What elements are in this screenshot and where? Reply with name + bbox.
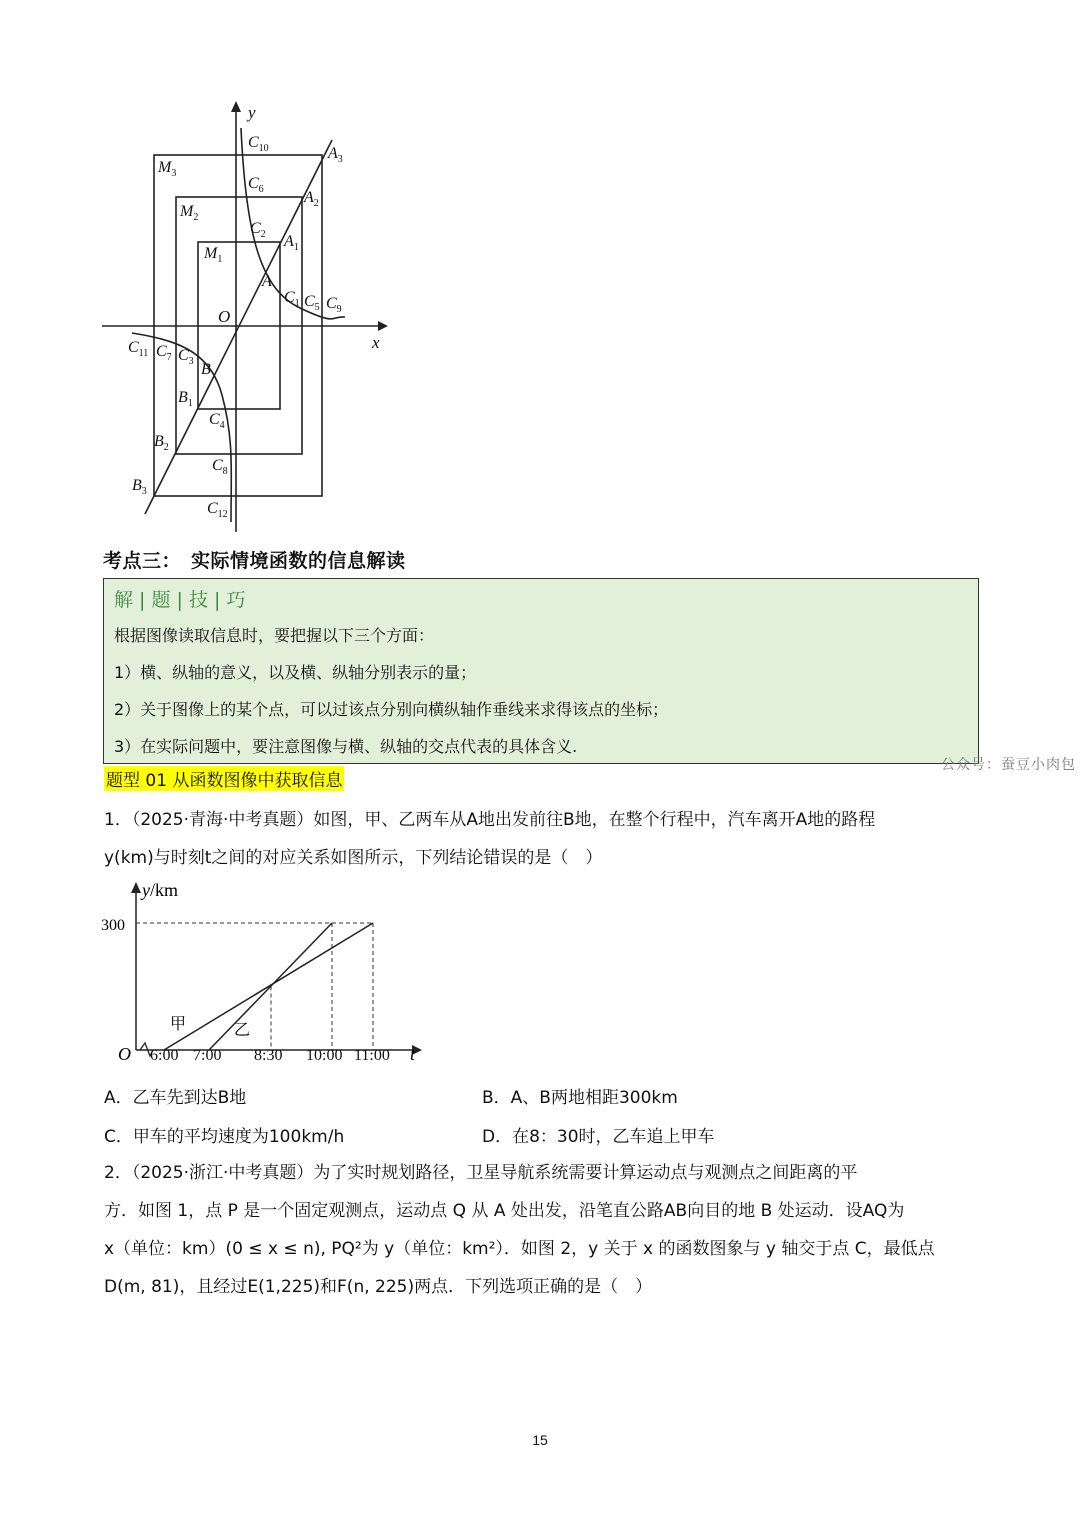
x-tick-4: 10:00 [306, 1047, 343, 1064]
y-axis-arrow [231, 101, 241, 112]
chart-y-label: y/km [142, 880, 179, 900]
x-tick-3: 8:30 [254, 1047, 283, 1064]
origin-label: O [218, 307, 231, 326]
q2-stem-line-3: x（单位：km）(0 ≤ x ≤ n), PQ²为 y（单位：km²）．如图 2，y 关于 x 的函数图象与 y 轴交于点 C，最低点 [104, 1239, 935, 1259]
x-tick-1: 6:00 [150, 1047, 179, 1064]
label-a: A [262, 273, 272, 290]
label-a3: $A_3$ [328, 145, 343, 165]
series-label-jia: 甲 [170, 1016, 187, 1033]
tips-title: 解 | 题 | 技 | 巧 [114, 589, 246, 611]
label-b3: $B_3$ [132, 477, 147, 497]
question-type-label: 题型 01 从函数图像中获取信息 [104, 766, 344, 791]
label-m1: $M_1$ [204, 245, 223, 265]
label-c12: $C_{12}$ [207, 500, 228, 520]
label-c5: $C_5$ [304, 293, 320, 313]
q1-option-c: C．甲车的平均速度为100km/h [104, 1127, 345, 1147]
watermark: 公众号：蚕豆小肉包 [941, 757, 1076, 773]
q2-stem-line-2: 方．如图 1，点 P 是一个固定观测点，运动点 Q 从 A 处出发，沿笔直公路AB向目的地 B 处运动．设AQ为 [104, 1201, 905, 1221]
label-a2: $A_2$ [304, 189, 319, 209]
x-tick-5: 11:00 [354, 1047, 390, 1064]
q1-option-a: A．乙车先到达B地 [104, 1088, 247, 1108]
q1-stem-line-1: 1．（2025·青海·中考真题）如图，甲、乙两车从A地出发前往B地，在整个行程中，汽车离开A地的路程 [104, 810, 876, 830]
tips-line-4: 3）在实际问题中，要注意图像与横、纵轴的交点代表的具体含义. [114, 737, 578, 756]
label-b1: $B_1$ [178, 389, 193, 409]
label-c4: $C_4$ [209, 411, 225, 431]
label-c7: $C_7$ [156, 343, 172, 363]
label-m2: $M_2$ [180, 203, 199, 223]
label-b2: $B_2$ [154, 433, 169, 453]
x-axis-arrow [378, 321, 388, 331]
x-tick-2: 7:00 [193, 1047, 222, 1064]
distance-time-chart [98, 875, 428, 1070]
tips-line-3: 2）关于图像上的某个点，可以过该点分别向横纵轴作垂线来求得该点的坐标； [114, 700, 669, 719]
page-number: 15 [532, 1432, 548, 1448]
section-heading: 考点三： 实际情境函数的信息解读 [103, 550, 406, 572]
label-c6: $C_6$ [248, 175, 264, 195]
label-m3: $M_3$ [158, 159, 177, 179]
label-c9: $C_9$ [326, 295, 342, 315]
q2-stem-line-4: D(m, 81)，且经过E(1,225)和F(n, 225)两点．下列选项正确的是（ ） [104, 1277, 653, 1297]
series-label-yi: 乙 [234, 1022, 251, 1039]
label-c2: $C_2$ [250, 220, 266, 240]
tips-line-2: 1）横、纵轴的意义，以及横、纵轴分别表示的量； [114, 663, 477, 682]
label-c10: $C_{10}$ [248, 134, 269, 154]
label-c8: $C_8$ [212, 457, 228, 477]
q1-option-d: D．在8：30时，乙车追上甲车 [482, 1127, 715, 1147]
chart-x-label: t [410, 1044, 416, 1064]
label-c3: $C_3$ [178, 347, 194, 367]
y-axis-label: y [248, 103, 256, 122]
label-c1: $C_1$ [284, 289, 300, 309]
x-axis-label: x [372, 333, 380, 352]
q1-option-b: B．A、B两地相距300km [482, 1088, 678, 1108]
label-b: B [201, 361, 211, 378]
tips-box [103, 578, 979, 764]
tips-line-1: 根据图像读取信息时，要把握以下三个方面： [114, 626, 435, 645]
rectangle-hyperbola-figure [95, 95, 405, 535]
label-c11: $C_{11}$ [128, 339, 149, 359]
chart-origin: O [118, 1044, 131, 1064]
chart-y-arrow [131, 882, 141, 893]
q1-stem-line-2: y(km)与时刻t之间的对应关系如图所示，下列结论错误的是（ ） [104, 848, 603, 868]
q2-stem-line-1: 2．（2025·浙江·中考真题）为了实时规划路径，卫星导航系统需要计算运动点与观测点之间距离的平 [104, 1163, 858, 1183]
label-a1: $A_1$ [284, 233, 299, 253]
y-tick-300: 300 [101, 917, 125, 934]
series-line-1 [164, 923, 373, 1050]
